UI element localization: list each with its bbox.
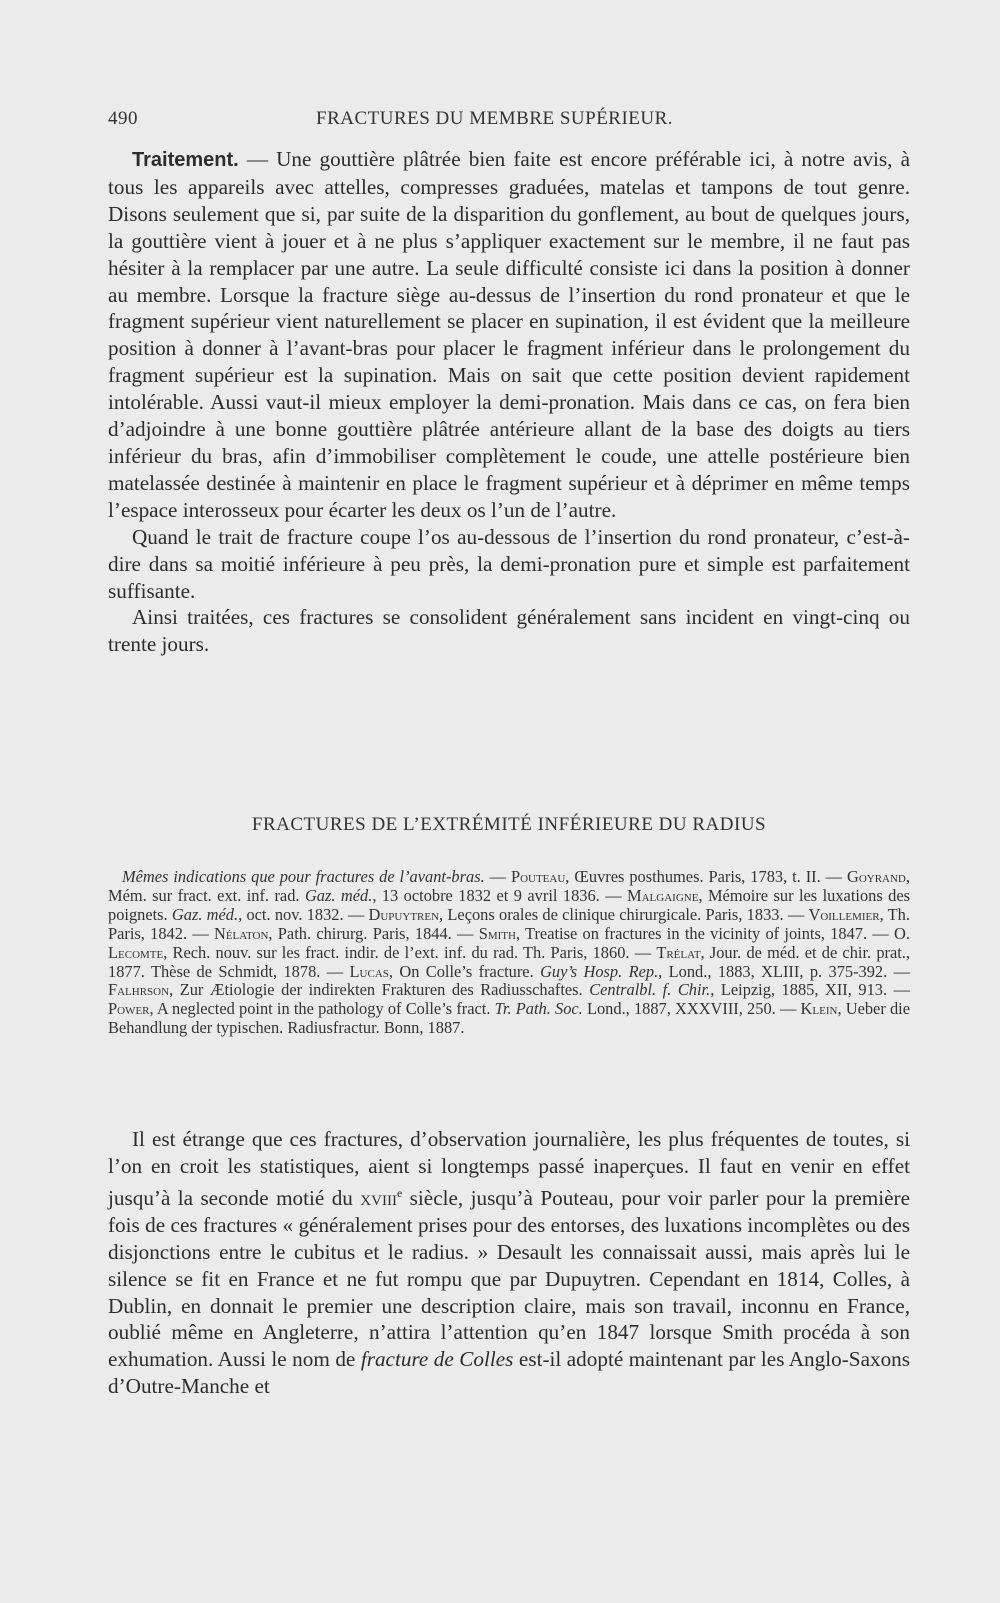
paragraph-consolidation: Ainsi traitées, ces fractures se consolident généralement sans incident en vingt-cinq ou trente jours. (108, 605, 910, 657)
bib-fragment: Lond., 1887, XXXVIII, 250. — (582, 999, 801, 1019)
bib-journal: Gaz. méd. (171, 904, 239, 924)
bib-fragment: , 13 octobre 1832 et 9 avril 1836. — (372, 885, 628, 905)
bib-fragment: , Leçons orales de clinique chirurgicale. Paris, 1833. — (439, 904, 809, 924)
bib-fragment: , Rech. nouv. sur les fract. indir. de l’ext. inf. du rad. Th. Paris, 1860. — (163, 942, 657, 962)
bib-author: Pouteau (510, 867, 566, 886)
bib-fragment: , A neglected point in the pathology of Colle’s fract. (149, 999, 495, 1019)
bib-author: Goyrand (846, 867, 906, 886)
paragraph-text: — Une gouttière plâtrée bien faite est encore préférable ici, à notre avis, à tous les appareils avec attelles, compresses graduées, matelas et tampons de tout genre. Disons seulement que si, par suite de la disparition du gonflement, au bout de quelques jours, la gouttière vient à jouer et à ne plus s’appliquer exactement sur le membre, il ne faut pas hésiter à la remplacer par une autre. La seule difficulté consiste ici dans la position à donner au membre. Lorsque la fracture siège au-dessus de l’insertion du rond pronateur et que le fragment supérieur vient naturellement se placer en supination, il est évident que la meilleure position à donner à l’avant-bras pour placer le fragment inférieur dans le prolongement du fragment supérieur est la supination. Mais on sait que cette position devient rapidement intolérable. Aussi vaut-il mieux employer la demi-pronation. Mais dans ce cas, on fera bien d’adjoindre à une bonne gouttière plâtrée antérieure allant de la base des doigts au tiers inférieur du bras, afin d’immobiliser complètement le coude, une attelle postérieure bien matelassée destinée à maintenir en place le fragment supérieur et à déprimer en même temps l’espace interosseux pour écarter les deux os l’un de l’autre. (108, 147, 910, 522)
bib-author: Nélaton (214, 923, 269, 943)
bibliography (108, 868, 910, 1038)
paragraph-treatment (108, 146, 910, 524)
bib-fragment: , On Colle’s fracture. (388, 961, 541, 981)
bib-fragment: , Path. chirurg. Paris, 1844. — (268, 923, 479, 943)
bib-fragment: Mêmes indications que pour fractures de l’avant-bras. (122, 867, 485, 886)
bib-fragment: , Mém. sur fract. ext. inf. rad. (108, 867, 910, 905)
bib-journal: Centralbl. f. Chir. (589, 980, 711, 1000)
bib-author: Trélat (656, 942, 701, 962)
superscript: e (396, 1185, 403, 1200)
text-fragment: Il est étrange que ces fractures, d’observation journalière, les plus fréquentes de toutes, si l’on en croit les statistiques, aient si longtemps passé inaperçues. Il faut en venir en effet jusqu’à la seconde motié du (108, 1127, 910, 1210)
section-lead: Traitement. (132, 149, 239, 171)
text-fragment: siècle, jusqu’à Pouteau, pour voir parler pour la première fois de ces fractures « généralement prises pour des entorses, des luxations incomplètes ou des disjonctions entre le cubitus et le radius. » Desault les connaissait aussi, mais après lui le silence se fit en France et ne fut rompu que par Dupuytren. Cependant en 1814, Colles, à Dublin, en donnait le premier une description claire, mais son travail, inconnu en France, oublié même en Angleterre, n’attira l’attention qu’en 1847 lorsque Smith procéda à son exhumation. Aussi le nom de (108, 1185, 911, 1372)
bib-author: Lucas (349, 961, 389, 981)
bib-fragment: — (484, 867, 511, 886)
paragraph-history (108, 1126, 910, 1400)
bib-author: Dupuytren (368, 904, 440, 924)
bib-fragment: , Th. Paris, 1842. — (108, 904, 910, 943)
bib-fragment: , oct. nov. 1832. — (238, 904, 369, 924)
running-title: FRACTURES DU MEMBRE SUPÉRIEUR. (316, 108, 674, 129)
bib-fragment: , Leipzig, 1885, XII, 913. — (710, 980, 910, 1000)
bib-author: Klein (800, 999, 838, 1019)
century-numeral: xviii (360, 1185, 397, 1210)
treatment-section (108, 146, 910, 658)
italic-term: fracture de Colles (360, 1347, 514, 1372)
section-heading: FRACTURES DE L’EXTRÉMITÉ INFÉRIEURE DU RADIUS (251, 814, 767, 835)
paragraph-lower-fracture: Quand le trait de fracture coupe l’os au-dessous de l’insertion du rond pronateur, c’est-à-dire dans sa moitié inférieure à peu près, la demi-pronation pure et simple est parfaitement suffisante. (108, 524, 910, 603)
bib-author: Falhrson (108, 980, 170, 1000)
bibliography-text (108, 868, 910, 1038)
bib-journal: Guy’s Hosp. Rep. (540, 961, 659, 981)
bib-author: Smith (478, 923, 516, 943)
bib-fragment: , Mémoire sur les luxations des poignets. (108, 885, 910, 924)
bib-author: Voillemier (808, 904, 880, 924)
bib-author: Lecomte (108, 942, 164, 962)
radius-section-body (108, 1126, 910, 1400)
bib-journal: Tr. Path. Soc. (494, 999, 583, 1019)
bib-fragment: , Lond., 1883, XLIII, p. 375-392. — (658, 961, 911, 981)
bib-author: Malgaigne (627, 885, 699, 905)
bib-journal: Gaz. méd. (304, 885, 373, 905)
bib-fragment: , Treatise on fractures in the vicinity of joints, 1847. — O. (515, 923, 910, 943)
bib-fragment: , Ueber die Behandlung der typischen. Radiusfractur. Bonn, 1887. (108, 999, 911, 1038)
bib-fragment: , Jour. de méd. et de chir. prat., 1877. Thèse de Schmidt, 1878. — (108, 942, 910, 981)
bib-author: Power (108, 999, 150, 1019)
bib-fragment: , Zur Ætiologie der indirekten Frakturen des Radiusschaftes. (169, 980, 590, 1000)
page-number: 490 (108, 108, 138, 129)
text-fragment: est-il adopté maintenant par les Anglo-Saxons d’Outre-Manche et (108, 1347, 910, 1399)
bib-fragment: , Œuvres posthumes. Paris, 1783, t. II. — (565, 867, 847, 886)
